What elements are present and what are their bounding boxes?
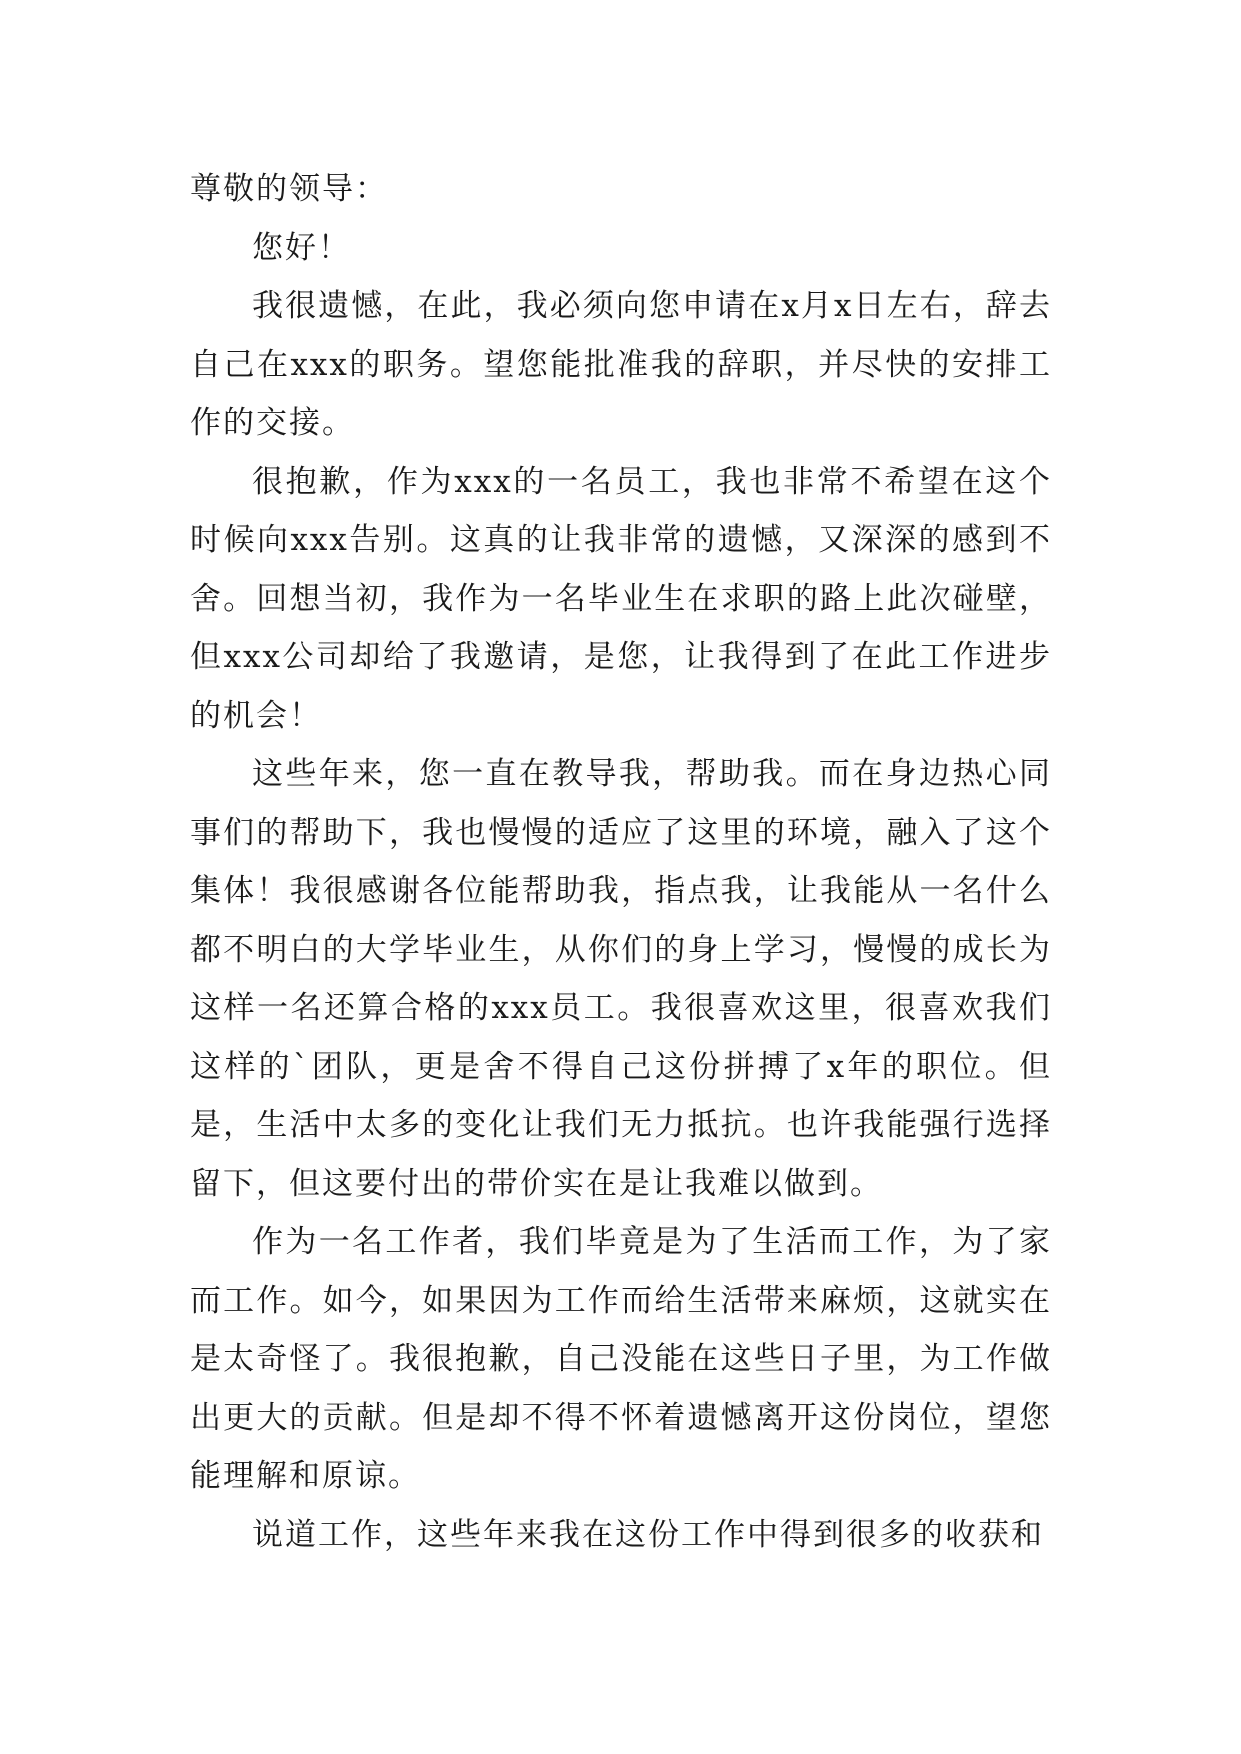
paragraph-3: 这些年来，您一直在教导我，帮助我。而在身边热心同事们的帮助下，我也慢慢的适应了这里的环境，融入了这个集体！我很感谢各位能帮助我，指点我，让我能从一名什么都不明白的大学毕业生，从你们的身上学习，慢慢的成长为这样一名还算合格的xxx员工。我很喜欢这里，很喜欢我们这样的`团队，更是舍不得自己这份拼搏了x年的职位。但是，生活中太多的变化让我们无力抵抗。也许我能强行选择留下，但这要付出的带价实在是让我难以做到。 xyxy=(190,756,1052,1202)
paragraph-1: 我很遗憾，在此，我必须向您申请在x月x日左右，辞去自己在xxx的职务。望您能批准我的辞职，并尽快的安排工作的交接。 xyxy=(190,288,1052,441)
greeting: 您好！ xyxy=(252,229,351,266)
paragraph-2: 很抱歉，作为xxx的一名员工，我也非常不希望在这个时候向xxx告别。这真的让我非常的遗憾，又深深的感到不舍。回想当初，我作为一名毕业生在求职的路上此次碰壁，但xxx公司却给了我邀请，是您，让我得到了在此工作进步的机会！ xyxy=(190,463,1052,734)
paragraph-5: 说道工作，这些年来我在这份工作中得到很多的收获和 xyxy=(252,1516,1044,1553)
paragraph-4: 作为一名工作者，我们毕竟是为了生活而工作，为了家而工作。如今，如果因为工作而给生活带来麻烦，这就实在是太奇怪了。我很抱歉，自己没能在这些日子里，为工作做出更大的贡献。但是却不得不怀着遗憾离开这份岗位，望您能理解和原谅。 xyxy=(190,1224,1052,1494)
letter-body xyxy=(190,160,1052,1564)
salutation: 尊敬的领导： xyxy=(190,171,388,207)
